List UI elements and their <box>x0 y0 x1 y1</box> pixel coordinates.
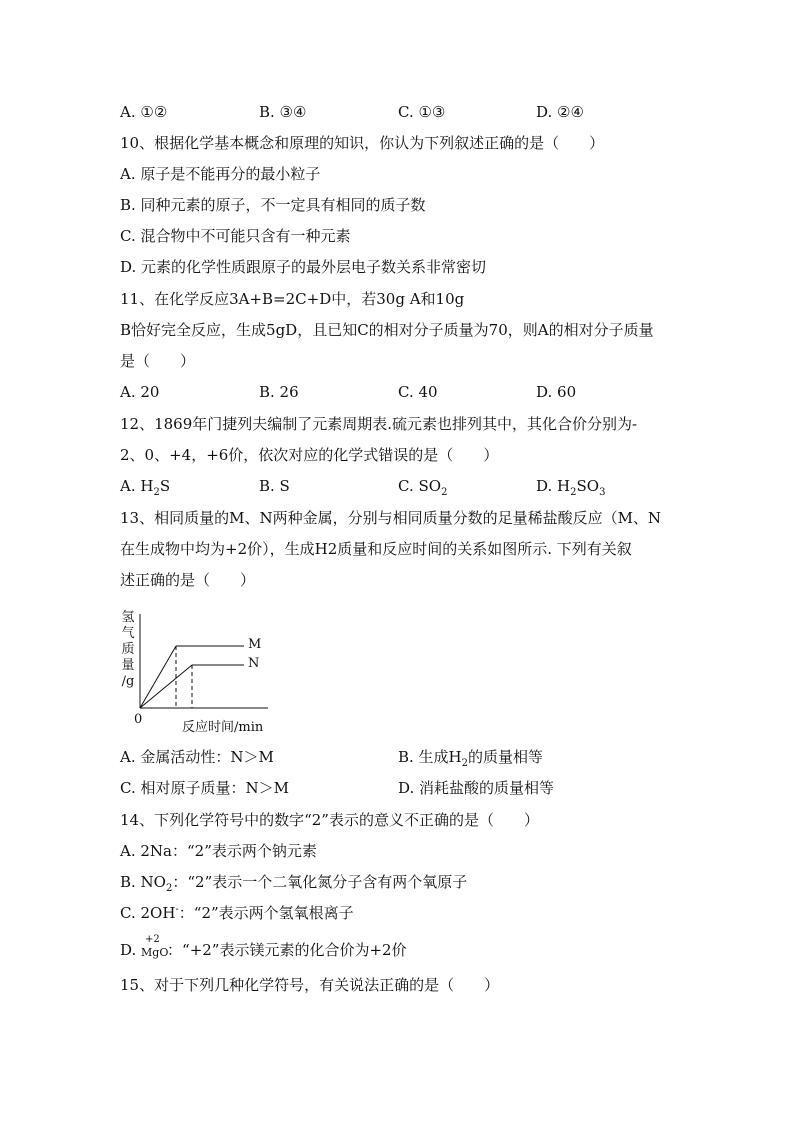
option-text: C. 2OH <box>120 904 176 922</box>
question-11-stem: 11、在化学反应3A+B=2C+D中，若30g A和10g <box>120 290 465 308</box>
option-a: A. 金属活动性：N＞M <box>120 748 274 766</box>
question-11-stem: B恰好完全反应，生成5gD，且已知C的相对分子质量为70，则A的相对分子质量 <box>120 321 654 339</box>
option-b: B. 26 <box>259 383 299 401</box>
subscript: 3 <box>599 487 606 498</box>
question-14-stem: 14、下列化学符号中的数字“2”表示的意义不正确的是（ ） <box>120 811 539 829</box>
option-b <box>398 747 543 767</box>
question-13-stem: 13、相同质量的M、N两种金属，分别与相同质量分数的足量稀盐酸反应（M、N <box>120 509 662 527</box>
formula: MgO <box>141 946 169 959</box>
valence-formula <box>141 934 169 962</box>
hydrogen-mass-graph <box>118 608 278 738</box>
curve-label-n: N <box>248 656 260 671</box>
option-d <box>536 476 605 496</box>
question-12-stem: 12、1869年门捷列夫编制了元素周期表.硫元素也排列其中，其化合价分别为- <box>120 415 638 433</box>
y-label-char: 质 <box>121 642 135 657</box>
option-text: B. 生成H <box>398 748 462 766</box>
option-d: D. 60 <box>536 383 577 401</box>
option-c <box>120 903 354 923</box>
option-a <box>120 476 170 496</box>
option-text: S <box>159 477 171 495</box>
curve-m-rise <box>140 646 176 708</box>
graph-x-label: 反应时间/min <box>182 720 264 735</box>
option-c <box>398 476 447 496</box>
option-text: ：“+2”表示镁元素的化合价为+2价 <box>167 941 407 959</box>
option-d <box>120 934 407 962</box>
option-b: B. ③④ <box>259 103 307 121</box>
option-c: C. 相对原子质量：N＞M <box>120 779 289 797</box>
option-text: D. H <box>536 477 571 495</box>
question-13-stem: 述正确的是（ ） <box>120 571 256 589</box>
curve-n-rise <box>140 665 192 708</box>
curve-label-m: M <box>248 637 262 652</box>
subscript: 2 <box>570 487 577 498</box>
option-c: C. ①③ <box>398 103 446 121</box>
option-text: SO <box>576 477 600 495</box>
subscript: 2 <box>461 758 469 769</box>
y-label-char: 氢 <box>121 610 135 625</box>
option-c: C. 混合物中不可能只含有一种元素 <box>120 227 351 245</box>
option-a: A. ①② <box>120 103 168 121</box>
option-text: ：“2”表示一个二氧化氮分子含有两个氧原子 <box>172 873 468 891</box>
option-text: ：“2”表示两个氢氧根离子 <box>178 904 354 922</box>
subscript: 2 <box>153 487 160 498</box>
option-text: C. SO <box>398 477 442 495</box>
option-b <box>120 872 467 892</box>
superscript: - <box>175 904 179 915</box>
question-12-stem: 2、0、+4，+6价，依次对应的化学式错误的是（ ） <box>120 446 499 464</box>
option-d: D. 消耗盐酸的质量相等 <box>398 779 555 797</box>
question-11-stem: 是（ ） <box>120 352 196 370</box>
y-label-char: 气 <box>121 626 135 641</box>
question-15-stem: 15、对于下列几种化学符号，有关说法正确的是（ ） <box>120 976 500 994</box>
question-10-stem: 10、根据化学基本概念和原理的知识，你认为下列叙述正确的是（ ） <box>120 134 605 152</box>
option-text: B. NO <box>120 873 166 891</box>
option-c: C. 40 <box>398 383 438 401</box>
valence-mark: +2 <box>145 934 160 945</box>
graph-origin: 0 <box>134 712 143 727</box>
option-text: A. H <box>120 477 154 495</box>
subscript: 2 <box>441 487 448 498</box>
option-d: D. ②④ <box>536 103 584 121</box>
option-a: A. 原子是不能再分的最小粒子 <box>120 165 321 183</box>
option-a: A. 20 <box>120 383 160 401</box>
option-b: B. S <box>259 477 290 495</box>
y-label-char: /g <box>121 674 135 689</box>
y-label-char: 量 <box>121 658 135 673</box>
option-text: 的质量相等 <box>468 748 544 766</box>
option-text: D. <box>120 941 142 959</box>
option-d: D. 元素的化学性质跟原子的最外层电子数关系非常密切 <box>120 258 487 276</box>
subscript: 2 <box>165 883 173 894</box>
option-b: B. 同种元素的原子，不一定具有相同的质子数 <box>120 196 426 214</box>
option-a: A. 2Na：“2”表示两个钠元素 <box>120 842 317 860</box>
question-13-stem: 在生成物中均为+2价），生成H2质量和反应时间的关系如图所示. 下列有关叙 <box>120 540 632 558</box>
